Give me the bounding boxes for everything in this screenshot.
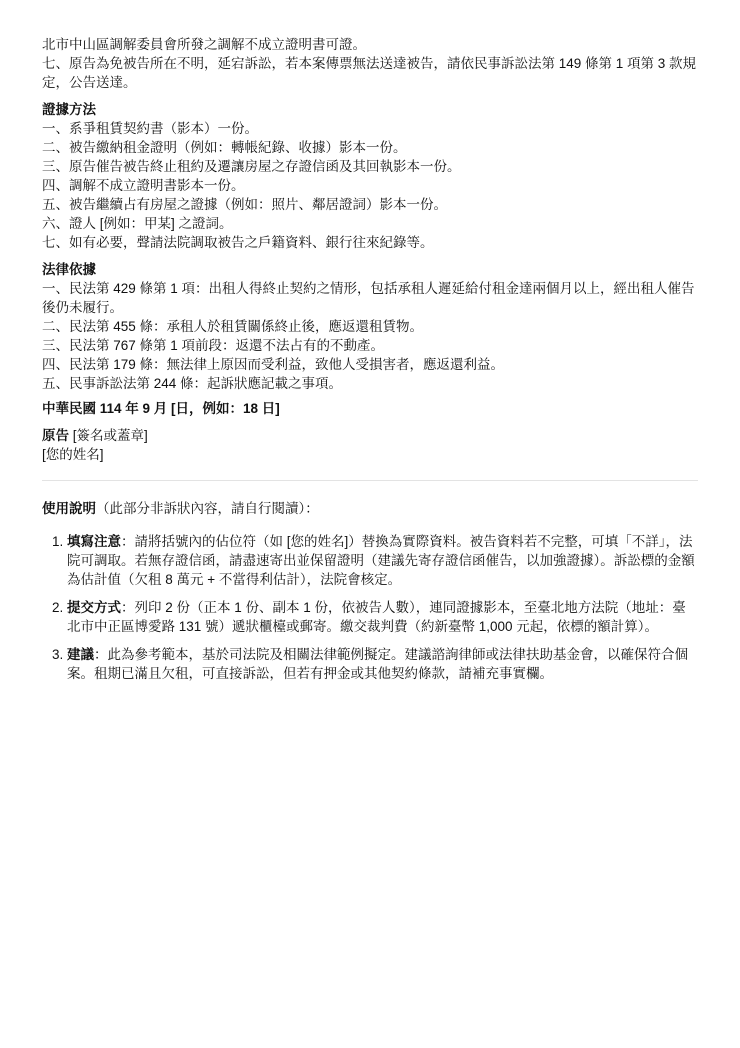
usage-title-bold: 使用說明 bbox=[42, 501, 96, 516]
evidence-title: 證據方法 bbox=[42, 102, 96, 117]
intro-continuation: 北市中山區調解委員會所發之調解不成立證明書可證。 bbox=[42, 37, 366, 52]
evidence-item: 七、如有必要，聲請法院調取被告之戶籍資料、銀行往來紀錄等。 bbox=[42, 235, 434, 250]
signature-block bbox=[42, 426, 698, 464]
usage-list bbox=[42, 532, 698, 683]
usage-item-label: 提交方式 bbox=[67, 600, 121, 615]
usage-item bbox=[67, 532, 698, 589]
seal-placeholder: [簽名或蓋章] bbox=[72, 428, 148, 443]
legal-basis-item: 一、民法第 429 條第 1 項：出租人得終止契約之情形，包括承租人遲延給付租金達兩個月以上，經出租人催告後仍未履行。 bbox=[42, 281, 695, 315]
usage-item-label: 建議 bbox=[67, 647, 94, 662]
legal-basis-item: 四、民法第 179 條：無法律上原因而受利益，致他人受損害者，應返還利益。 bbox=[42, 357, 505, 372]
filing-date: 中華民國 114 年 9 月 [日，例如：18 日] bbox=[42, 401, 280, 416]
plaintiff-label: 原告 bbox=[42, 428, 69, 443]
legal-basis-item: 二、民法第 455 條：承租人於租賃關係終止後，應返還租賃物。 bbox=[42, 319, 424, 334]
legal-basis-item: 五、民事訴訟法第 244 條：起訴狀應記載之事項。 bbox=[42, 376, 343, 391]
intro-item-7: 七、原告為免被告所在不明，延宕訴訟，若本案傳票無法送達被告，請依民事訴訟法第 149 條第 1 項第 3 款規定，公告送達。 bbox=[42, 56, 697, 90]
legal-basis-list bbox=[42, 279, 698, 393]
name-placeholder: [您的姓名] bbox=[42, 447, 104, 462]
evidence-item: 五、被告繼續占有房屋之證據（例如：照片、鄰居證詞）影本一份。 bbox=[42, 197, 447, 212]
evidence-item: 一、系爭租賃契約書（影本）一份。 bbox=[42, 121, 258, 136]
usage-title-note: （此部分非訴狀內容，請自行閱讀）： bbox=[96, 501, 319, 516]
usage-item bbox=[67, 598, 698, 636]
evidence-item: 六、證人 [例如：甲某] 之證詞。 bbox=[42, 216, 233, 231]
usage-item-text: ：列印 2 份（正本 1 份、副本 1 份，依被告人數），連同證據影本，至臺北地方法院（地址：臺北市中正區博愛路 131 號）遞狀櫃檯或郵寄。繳交裁判費（約新臺幣 1,000 元起，依標的額計算）。 bbox=[67, 600, 686, 634]
usage-title bbox=[42, 499, 698, 518]
usage-item-text: ：此為參考範本，基於司法院及相關法律範例擬定。建議諮詢律師或法律扶助基金會，以確保符合個案。租期已滿且欠租，可直接訴訟，但若有押金或其他契約條款，請補充事實欄。 bbox=[67, 647, 688, 681]
usage-item-label: 填寫注意 bbox=[67, 534, 121, 549]
usage-item bbox=[67, 645, 698, 683]
legal-basis-item: 三、民法第 767 條第 1 項前段：返還不法占有的不動產。 bbox=[42, 338, 385, 353]
evidence-list bbox=[42, 119, 698, 252]
evidence-item: 二、被告繳納租金證明（例如：轉帳紀錄、收據）影本一份。 bbox=[42, 140, 407, 155]
usage-item-text: ：請將括號內的佔位符（如 [您的姓名]）替換為實際資料。被告資料若不完整，可填「不詳」，法院可調取。若無存證信函，請盡速寄出並保留證明（建議先寄存證信函催告，以加強證據）。訴訟標的金額為估計值（欠租 8 萬元 + 不當得利估計），法院會核定。 bbox=[67, 534, 695, 587]
section-divider bbox=[42, 480, 698, 481]
evidence-item: 四、調解不成立證明書影本一份。 bbox=[42, 178, 245, 193]
evidence-item: 三、原告催告被告終止租約及遷讓房屋之存證信函及其回執影本一份。 bbox=[42, 159, 461, 174]
legal-basis-title: 法律依據 bbox=[42, 262, 96, 277]
